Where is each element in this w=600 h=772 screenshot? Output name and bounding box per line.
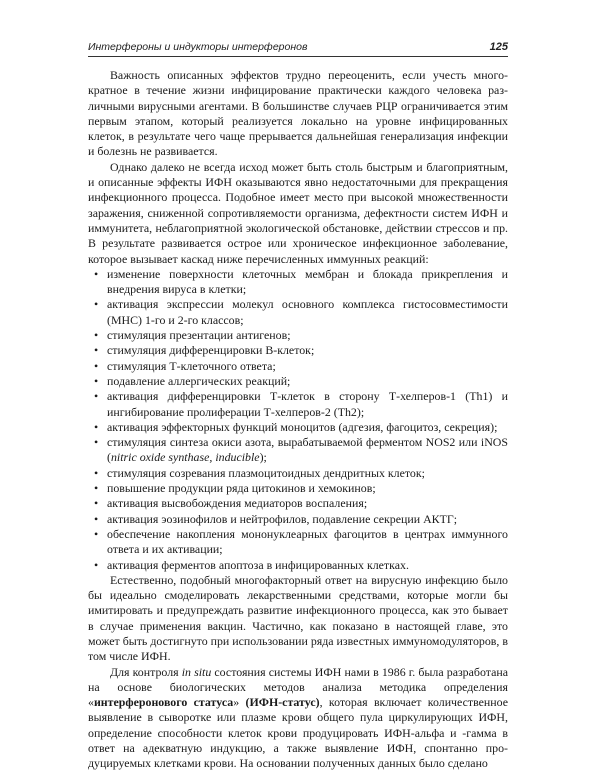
list-item: • активация ферментов апоптоза в инфицированных клетках. (94, 557, 409, 572)
ifn-status-abbr: (ИФН-статус) (245, 695, 320, 710)
bullet-icon: • (94, 389, 99, 404)
running-header (88, 38, 508, 57)
list-item: • изменение поверхности клеточных мембран и блокада прикрепления и внедрения вируса в клетки; (94, 266, 508, 297)
nos-term: nitric oxide synthase, inducible (110, 450, 260, 465)
list-item: • активация эффекторных функций моноцитов (адгезия, фагоцитоз, секреция); (94, 419, 498, 434)
paragraph: Естественно, подобный многофакторный ответ на вирусную инфекцию было бы идеально смоделировать лекарственными средствами, которые могли бы имитировать и предупреждать развитие инфекционного процесса, как это бывает в случае применения вакцин. Частично, как показано в настоящей главе, это может быть достигнуто при использовании ряда известных иммуномодуляторов, в том числе ИФН. (88, 572, 508, 664)
bullet-icon: • (94, 358, 99, 373)
bullet-icon: • (94, 435, 99, 450)
bullet-icon: • (94, 481, 99, 496)
bullet-icon: • (94, 328, 99, 343)
bullet-icon: • (94, 496, 99, 511)
bullet-icon: • (94, 266, 99, 281)
list-item: • обеспечение накопления мононуклеарных фагоцитов в центрах иммунного ответа и их активации; (94, 526, 508, 557)
bullet-icon: • (94, 297, 99, 312)
list-item: • стимуляция презентации антигенов; (94, 328, 291, 343)
ifn-status-term: интерферонового статуса (93, 695, 234, 710)
list-item: • активация дифференцировки Т-клеток в сторону Т-хелперов-1 (Th1) и ингибирование пролиферации Т-хелперов-2 (Th2); (94, 389, 508, 419)
list-item: • активация эозинофилов и нейтрофилов, подавление секреции АКТГ; (94, 511, 458, 526)
in-situ-term: in situ (181, 664, 212, 679)
bullet-icon: • (94, 465, 99, 480)
bullet-icon: • (94, 419, 99, 434)
paragraph: Однако далеко не всегда исход может быть столь быстрым и благоприятным, и описанные эффекты ИФН оказываются явно недостаточными для прекращения инфекционного процесса. Подобное имеет место при высокой множественности заражения, сниженной сопротивляемости организма, дефектности систем ИФН и иммунитета, неблагоприятной экологической обстановке, действии стрессов и пр. В результате развивается острое или хроническое инфекционное заболевание, которое вызывает каскад ниже перечисленных иммунных реакций: (88, 159, 508, 266)
paragraph-ifn-status: Для контроля in situ состояния системы ИФН нами в 1986 г. была разработана на основе биологических методов анализа методика определения «интерферонового статуса» (ИФН-статус), которая включает количественное выявление в сыворотке или плазме крови общего пула циркулирующих ИФН, определение способности клеток крови продуцировать ИФН-альфа и -гамма в ответ на адекватную индукцию, а также выявление ИФН, спонтанно продуцируемых клетками крови. На основании полученных данных было сделано (88, 664, 509, 771)
page-body (88, 68, 508, 772)
list-item: • активация экспрессии молекул основного комплекса гистосовместимости (МНС) 1-го и 2-го классов; (94, 297, 508, 327)
bullet-icon: • (94, 557, 99, 572)
running-title: Интерфероны и индукторы интерферонов (88, 41, 308, 53)
list-item: • стимуляция синтеза окиси азота, вырабатываемой ферментом NOS2 или iNOS (nitric oxide synthase, inducible); (94, 435, 508, 465)
list-item: • стимуляция созревания плазмоцитоидных дендритных клеток; (94, 465, 425, 480)
immune-reactions-list (88, 267, 508, 573)
bullet-icon: • (94, 526, 99, 541)
list-item: • стимуляция Т-клеточного ответа; (94, 358, 276, 373)
list-item: • повышение продукции ряда цитокинов и хемокинов; (94, 481, 376, 496)
paragraph: Важность описанных эффектов трудно переоценить, если учесть многократное в течение жизни инфицирование практически каждого человека различными вирусными агентами. В большинстве случаев РЦР ограничивается этим первым этапом, который реализуется локально на уровне инфицированных клеток, в результате чего чаще прерывается дальнейшая генерализация инфекции и болезнь не развивается. (88, 68, 508, 159)
bullet-icon: • (94, 511, 99, 526)
list-item: • активация высвобождения медиаторов воспаления; (94, 496, 368, 511)
page-number: 125 (489, 41, 508, 53)
list-item: • подавление аллергических реакций; (94, 373, 291, 388)
bullet-icon: • (94, 373, 99, 388)
bullet-icon: • (94, 343, 99, 358)
list-item: • стимуляция дифференцировки В-клеток; (94, 343, 315, 358)
